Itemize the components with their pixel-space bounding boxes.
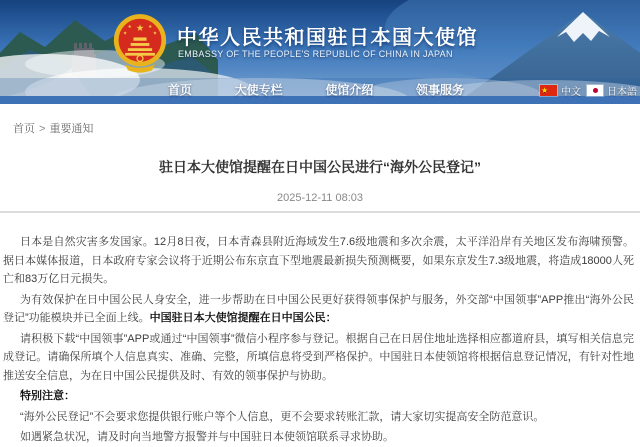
article-body xyxy=(0,213,640,447)
paragraph-bold-text: 中国驻日本大使馆提醒在日中国公民： xyxy=(149,312,337,324)
svg-text:★: ★ xyxy=(148,24,153,30)
nav-item-ambassador[interactable]: 大使专栏 xyxy=(234,83,283,97)
article-paragraph xyxy=(3,291,634,328)
article-paragraph xyxy=(3,233,634,289)
paragraph-text: 日本是自然灾害多发国家。12月8日夜，日本青森县附近海域发生7.6级地震和多次余震，太平洋沿岸有关地区发布海啸预警。据日本媒体报道，日本政府专家会议将于近期公布东京直下型地震最新损失预测概要，如果东京发生7.3级地震，将造成18000人死亡和83万亿日元损失。 xyxy=(3,236,634,285)
paragraph-text: 如遇紧急状况，请及时向当地警方报警并与中国驻日本使领馆联系寻求协助。 xyxy=(20,431,394,443)
language-switcher xyxy=(540,83,637,98)
nav-item-consular[interactable]: 领事服务 xyxy=(415,83,464,97)
article-paragraph xyxy=(3,428,634,447)
article-paragraph xyxy=(3,408,634,427)
japan-flag-icon xyxy=(587,85,603,96)
svg-text:★: ★ xyxy=(127,24,132,30)
site-subtitle: EMBASSY OF THE PEOPLE'S REPUBLIC OF CHINA IN JAPAN xyxy=(178,49,453,59)
breadcrumb xyxy=(0,104,640,136)
site-title: 中华人民共和国驻日本国大使馆 xyxy=(177,27,478,49)
article-paragraph xyxy=(3,387,634,406)
nav-item-about[interactable]: 使馆介绍 xyxy=(325,83,374,97)
language-label: 中文 xyxy=(561,87,581,98)
page-title: 驻日本大使馆提醒在日中国公民进行“海外公民登记” xyxy=(159,159,481,175)
paragraph-text: “海外公民登记”不会要求您提供银行账户等个人信息，更不会要求转账汇款，请大家切实提高安全防范意识。 xyxy=(20,410,545,423)
breadcrumb-current-link[interactable]: 重要通知 xyxy=(49,123,94,135)
paragraph-text: 为有效保护在日中国公民人身安全，进一步帮助在日中国公民更好获得领事保护与服务，外交部“中国领事”APP推出“海外公民登记”功能模块并已全面上线。 xyxy=(3,293,634,324)
breadcrumb-home-link[interactable]: 首页 xyxy=(13,123,35,135)
china-flag-icon: ★ xyxy=(540,85,557,96)
nav-item-home[interactable]: 首页 xyxy=(168,83,193,97)
paragraph-bold-text: 特别注意： xyxy=(20,390,75,402)
site-banner xyxy=(0,0,640,104)
language-label: 日本語 xyxy=(607,87,637,98)
paragraph-text: 请积极下载“中国领事”APP或通过“中国领事”微信小程序参与登记。根据自己在日居住地址选择相应都道府县，填写相关信息完成登记。请确保所填个人信息真实、准确、完整，所填信息将受到严格保护。中国驻日本使领馆将根据信息登记情况，有针对性地推送安全信息，为在日中国公民提供及时、有效的领事保护与协助。 xyxy=(3,332,634,382)
svg-text:★: ★ xyxy=(135,22,145,33)
article-date: 2025-12-11 08:03 xyxy=(276,192,364,204)
main-nav xyxy=(168,81,464,98)
language-link-cn[interactable] xyxy=(540,83,581,98)
breadcrumb-separator: > xyxy=(39,123,46,135)
svg-text:★: ★ xyxy=(152,30,158,36)
svg-text:★: ★ xyxy=(122,30,128,36)
language-link-jp[interactable] xyxy=(587,83,637,98)
china-national-emblem-icon xyxy=(112,12,168,76)
article-paragraph xyxy=(3,330,634,386)
